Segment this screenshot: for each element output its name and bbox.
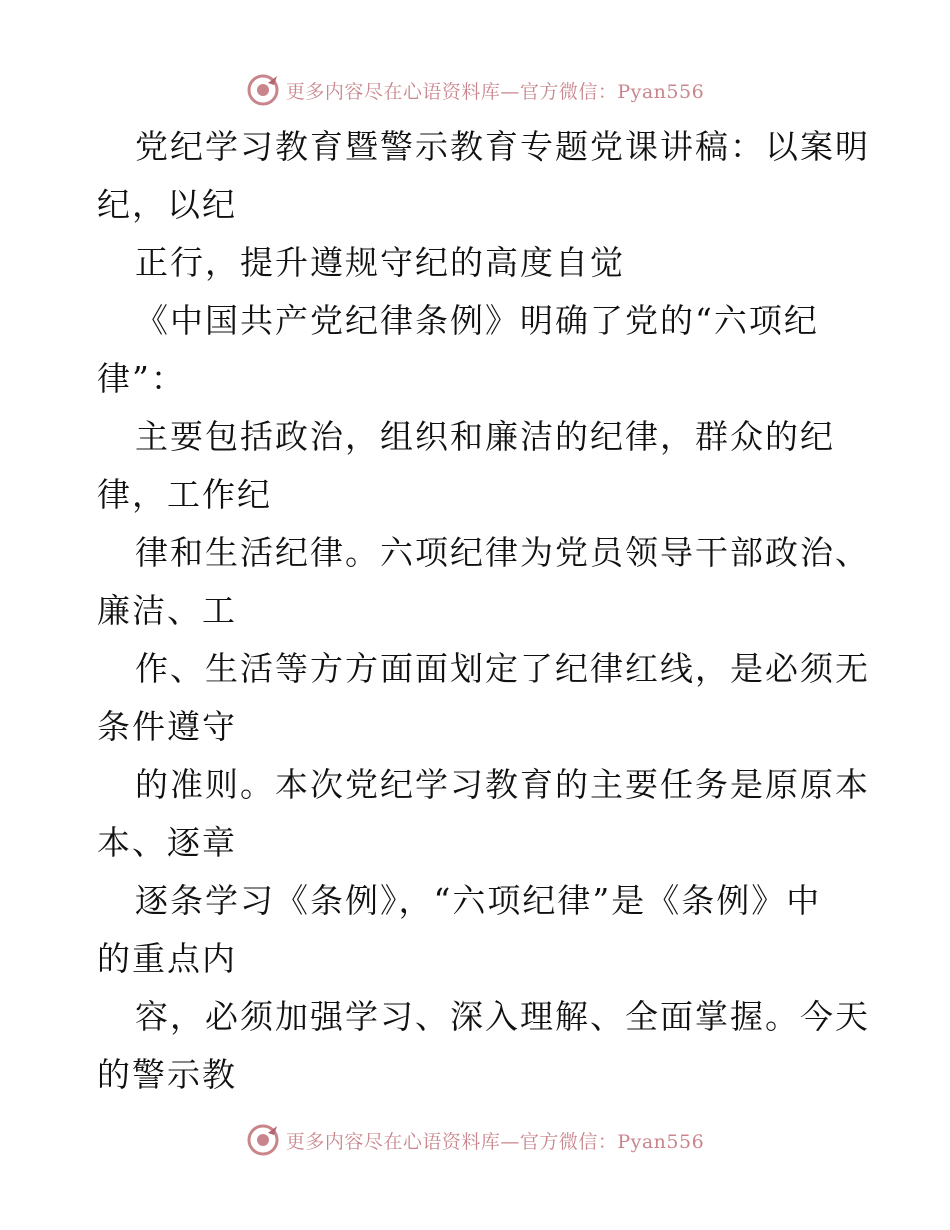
text-line: 正行，提升遵规守纪的高度自觉 xyxy=(135,243,625,282)
watermark-text: 更多内容尽在心语资料库—官方微信：Pyan556 xyxy=(285,80,705,103)
text-line: 的准则。本次党纪学习教育的主要任务是原原本 xyxy=(135,765,870,804)
text-line: 律和生活纪律。六项纪律为党员领导干部政治、 xyxy=(135,533,870,572)
text-line: 容，必须加强学习、深入理解、全面掌握。今天 xyxy=(135,997,870,1036)
text-line: 条件遵守 xyxy=(97,707,237,746)
text-line: 作、生活等方方面面划定了纪律红线，是必须无 xyxy=(135,649,870,688)
text-line: 的警示教 xyxy=(97,1055,237,1094)
text-line: 党纪学习教育暨警示教育专题党课讲稿：以案明 xyxy=(135,127,870,166)
text-line: 的重点内 xyxy=(97,939,237,978)
text-line: 律，工作纪 xyxy=(97,475,272,514)
text-line: 律”： xyxy=(97,359,186,398)
brush-logo-icon xyxy=(246,1123,280,1157)
watermark-footer xyxy=(0,1120,950,1160)
text-line: 逐条学习《条例》，“六项纪律”是《条例》中 xyxy=(135,881,822,920)
text-line: 廉洁、工 xyxy=(97,591,237,630)
brush-logo-icon xyxy=(246,73,280,107)
watermark-text: 更多内容尽在心语资料库—官方微信：Pyan556 xyxy=(285,1130,705,1153)
text-line: 主要包括政治，组织和廉洁的纪律，群众的纪 xyxy=(135,417,835,456)
watermark-header xyxy=(0,70,950,110)
document-body xyxy=(97,118,870,1104)
text-line: 《中国共产党纪律条例》明确了党的“六项纪 xyxy=(135,301,819,340)
text-line: 本、逐章 xyxy=(97,823,237,862)
text-line: 纪，以纪 xyxy=(97,185,237,224)
